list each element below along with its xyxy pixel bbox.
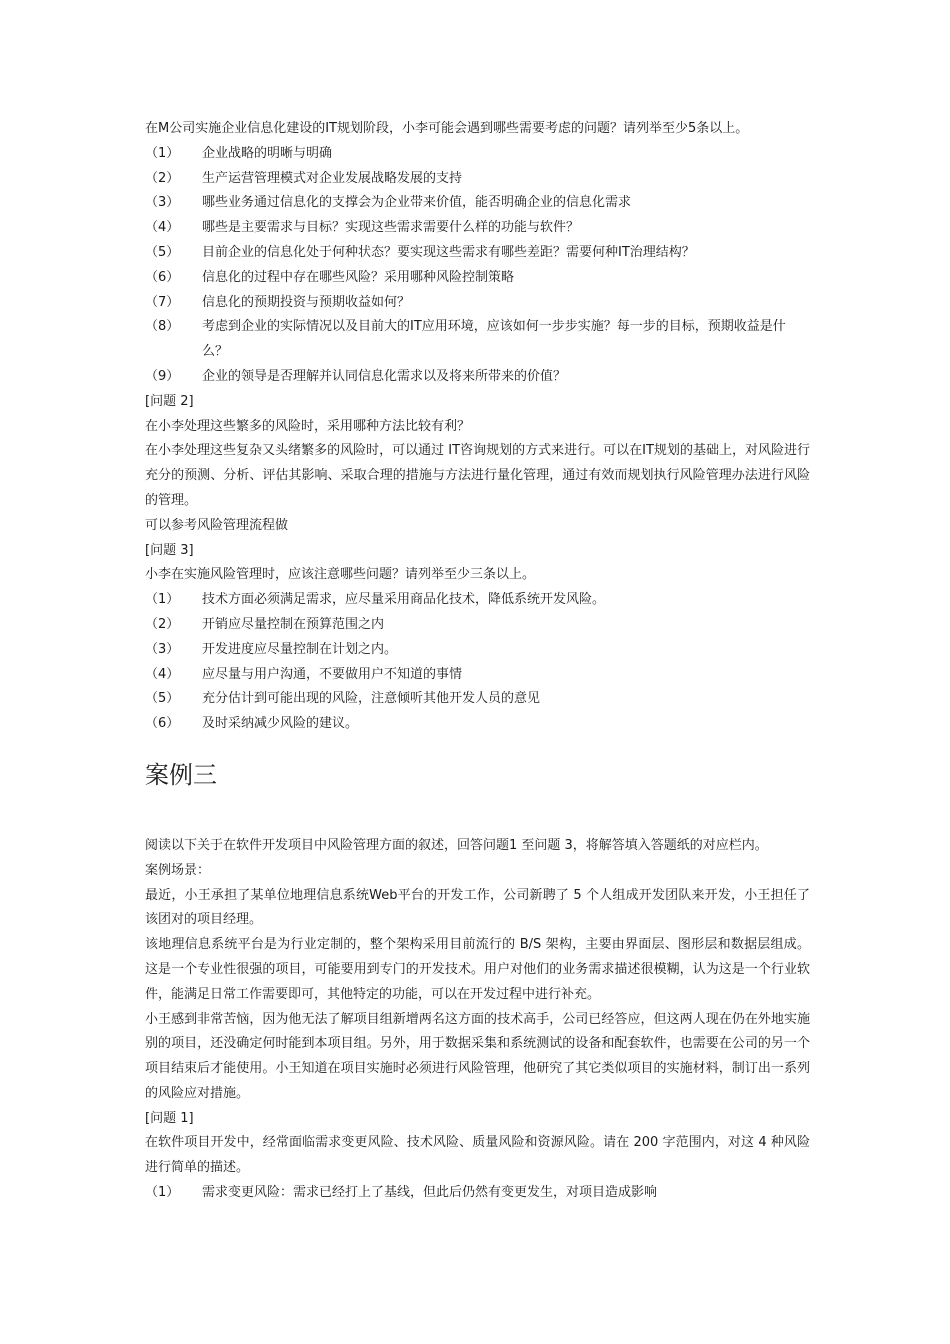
list-item-text: 哪些业务通过信息化的支撑会为企业带来价值，能否明确企业的信息化需求 — [202, 195, 632, 211]
list-item-text: 技术方面必须满足需求，应尽量采用商品化技术，降低系统开发风险。 — [202, 592, 606, 608]
scene-paragraph-1: 最近，小王承担了某单位地理信息系统Web平台的开发工作，公司新聘了 5 个人组成开发团队来开发，小王担任了该团对的项目经理。 — [145, 887, 810, 928]
list-item-number: （5） — [145, 244, 180, 260]
scene-paragraph-2: 该地理信息系统平台是为行业定制的，整个架构采用目前流行的 B/S 架构，主要由界面层、图形层和数据层组成。这是一个专业性很强的项目，可能要用到专门的开发技术。用户对他们的业务需求描述很模糊，认为这是一个行业软件，能满足日常工作需要即可，其他特定的功能，可以在开发过程中进行补充。 — [145, 937, 810, 1002]
question-3-text: 小李在实施风险管理时，应该注意哪些问题？请列举至少三条以上。 — [145, 567, 536, 583]
list-item-number: （6） — [145, 716, 180, 732]
list-item — [145, 315, 810, 365]
list-item-text: 开发进度应尽量控制在计划之内。 — [202, 641, 398, 657]
list-item-text: 需求变更风险：需求已经打上了基线，但此后仍然有变更发生，对项目造成影响 — [202, 1185, 658, 1201]
list-item — [145, 588, 810, 613]
list-item-text: 哪些是主要需求与目标？实现这些需求需要什么样的功能与软件？ — [202, 220, 580, 236]
list-item-number: （2） — [145, 170, 180, 186]
list-item — [145, 712, 810, 737]
list-item — [145, 191, 810, 216]
list-item-text: 考虑到企业的实际情况以及目前大的IT应用环境，应该如何一步步实施？每一步的目标，预期收益是什么？ — [202, 319, 786, 360]
risk-description-list — [145, 1181, 810, 1206]
case-3-intro: 阅读以下关于在软件开发项目中风险管理方面的叙述，回答问题1 至问题 3，将解答填入答题纸的对应栏内。 — [145, 837, 768, 853]
list-item-number: （1） — [145, 145, 180, 161]
list-item-text: 生产运营管理模式对企业发展战略发展的支持 — [202, 170, 463, 186]
list-item-text: 目前企业的信息化处于何种状态？要实现这些需求有哪些差距？需要何种IT治理结构？ — [202, 244, 695, 260]
list-item-number: （6） — [145, 269, 180, 285]
list-item-number: （8） — [145, 319, 180, 335]
list-item-number: （5） — [145, 691, 180, 707]
list-item-text: 信息化的过程中存在哪些风险？采用哪种风险控制策略 — [202, 269, 515, 285]
list-item-number: （1） — [145, 592, 180, 608]
list-item-text: 及时采纳减少风险的建议。 — [202, 716, 359, 732]
document-body — [145, 117, 810, 1206]
question-2-label: [问题 2] — [145, 393, 194, 409]
list-item — [145, 638, 810, 663]
list-item-number: （7） — [145, 294, 180, 310]
list-item-text: 开销应尽量控制在预算范围之内 — [202, 616, 385, 632]
question-2-answer: 在小李处理这些复杂又头绪繁多的风险时，可以通过 IT咨询规划的方式来进行。可以在IT规划的基础上，对风险进行充分的预测、分析、评估其影响、采取合理的措施与方法进行量化管理，通过有效而规划执行风险管理办法进行风险的管理。 — [145, 443, 810, 508]
list-item — [145, 365, 810, 390]
list-item-number: （9） — [145, 368, 180, 384]
list-item-number: （4） — [145, 666, 180, 682]
list-item — [145, 167, 810, 192]
question-2-text: 在小李处理这些繁多的风险时，采用哪种方法比较有利？ — [145, 418, 471, 434]
list-item-number: （2） — [145, 616, 180, 632]
risk-attention-list — [145, 588, 810, 737]
list-item-number: （3） — [145, 641, 180, 657]
list-item-text: 企业的领导是否理解并认同信息化需求以及将来所带来的价值？ — [202, 368, 567, 384]
list-item-text: 企业战略的明晰与明确 — [202, 145, 333, 161]
intro-question: 在M公司实施企业信息化建设的IT规划阶段，小李可能会遇到哪些需要考虑的问题？请列举至少5条以上。 — [145, 121, 749, 136]
list-item-text: 信息化的预期投资与预期收益如何？ — [202, 294, 411, 310]
list-item — [145, 291, 810, 316]
consideration-list — [145, 142, 810, 390]
list-item-number: （4） — [145, 220, 180, 236]
list-item — [145, 687, 810, 712]
list-item — [145, 241, 810, 266]
scene-label: 案例场景： — [145, 862, 211, 878]
case-3-question-1-label: [问题 1] — [145, 1110, 194, 1126]
list-item — [145, 613, 810, 638]
list-item-number: （1） — [145, 1185, 180, 1201]
list-item-text: 充分估计到可能出现的风险，注意倾听其他开发人员的意见 — [202, 691, 541, 707]
list-item-text: 应尽量与用户沟通，不要做用户不知道的事情 — [202, 666, 463, 682]
list-item — [145, 142, 810, 167]
list-item — [145, 216, 810, 241]
list-item-number: （3） — [145, 195, 180, 211]
case-3-heading: 案例三 — [145, 760, 217, 789]
list-item — [145, 266, 810, 291]
case-3-question-1-text: 在软件项目开发中，经常面临需求变更风险、技术风险、质量风险和资源风险。请在 200 字范围内，对这 4 种风险进行简单的描述。 — [145, 1135, 810, 1176]
scene-paragraph-3: 小王感到非常苦恼，因为他无法了解项目组新增两名这方面的技术高手，公司已经答应，但这两人现在仍在外地实施别的项目，还没确定何时能到本项目组。另外，用于数据采集和系统测试的设备和配套软件，也需要在公司的另一个项目结束后才能使用。小王知道在项目实施时必须进行风险管理，他研究了其它类似项目的实施材料，制订出一系列的风险应对措施。 — [145, 1011, 810, 1101]
question-2-note: 可以参考风险管理流程做 — [145, 517, 289, 533]
question-3-label: [问题 3] — [145, 542, 194, 558]
list-item — [145, 1181, 810, 1206]
list-item — [145, 663, 810, 688]
